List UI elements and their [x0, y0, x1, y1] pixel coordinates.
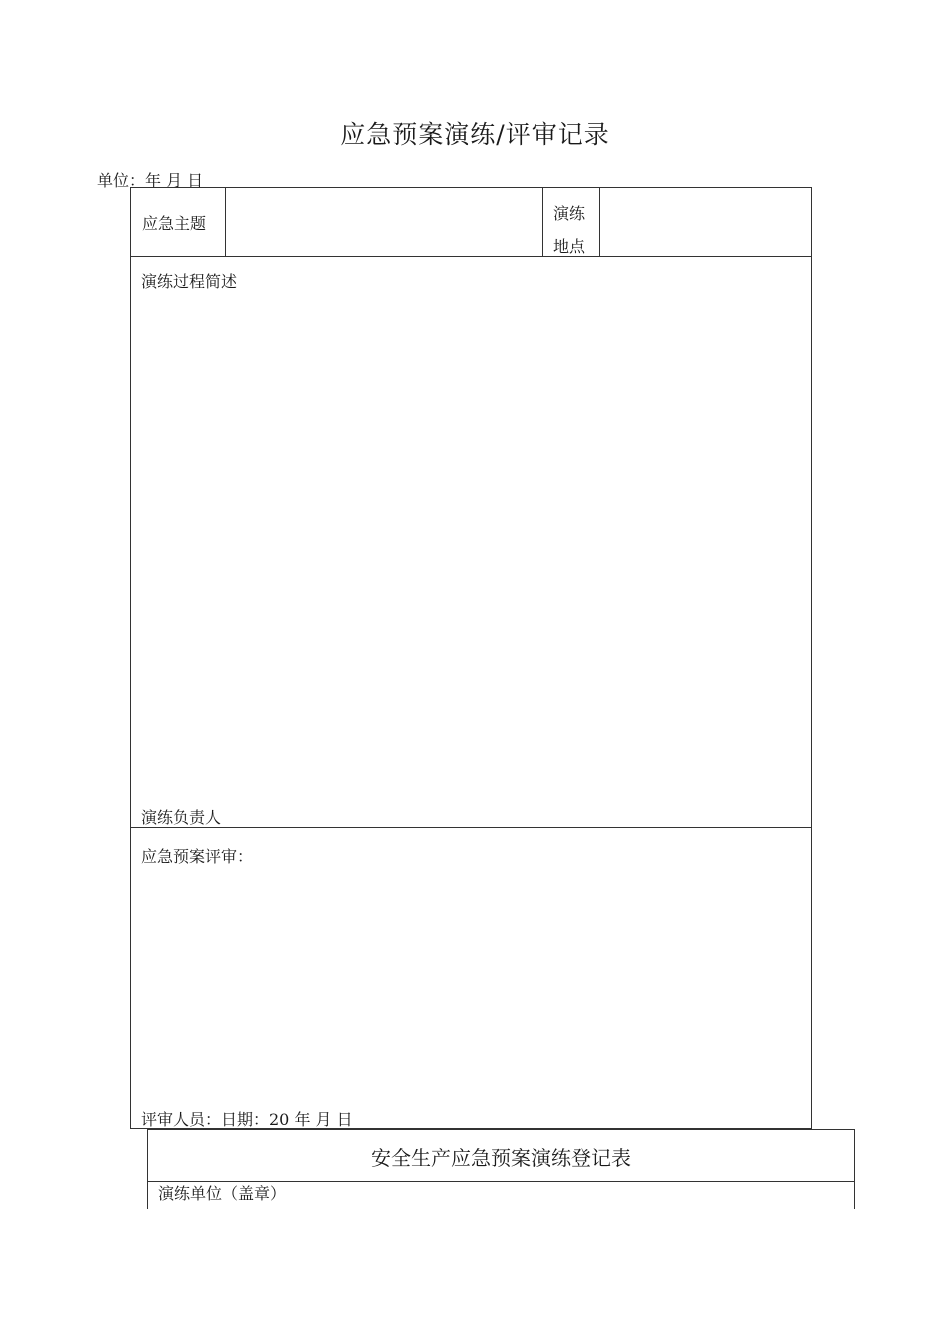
register-title: 安全生产应急预案演练登记表 — [371, 1146, 631, 1170]
drill-register-form — [147, 1129, 855, 1209]
row-divider — [131, 827, 811, 828]
row-divider — [131, 256, 811, 257]
process-label: 演练过程简述 — [141, 272, 238, 291]
register-unit-label: 演练单位（盖章） — [158, 1184, 287, 1203]
location-label-line2: 地点 — [553, 237, 586, 256]
reviewer-date-line: 评审人员：日期：20 年 月 日 — [141, 1110, 353, 1129]
page-title: 应急预案演练/评审记录 — [340, 120, 610, 149]
divider — [542, 188, 543, 256]
divider — [225, 188, 226, 256]
theme-label: 应急主题 — [142, 214, 207, 233]
row-divider — [148, 1181, 854, 1182]
location-label-line1: 演练 — [553, 204, 586, 223]
drill-record-form — [130, 187, 812, 1129]
divider — [599, 188, 600, 256]
unit-date-line: 单位：年 月 日 — [97, 171, 204, 190]
leader-label: 演练负责人 — [141, 808, 222, 827]
review-label: 应急预案评审： — [141, 847, 254, 866]
